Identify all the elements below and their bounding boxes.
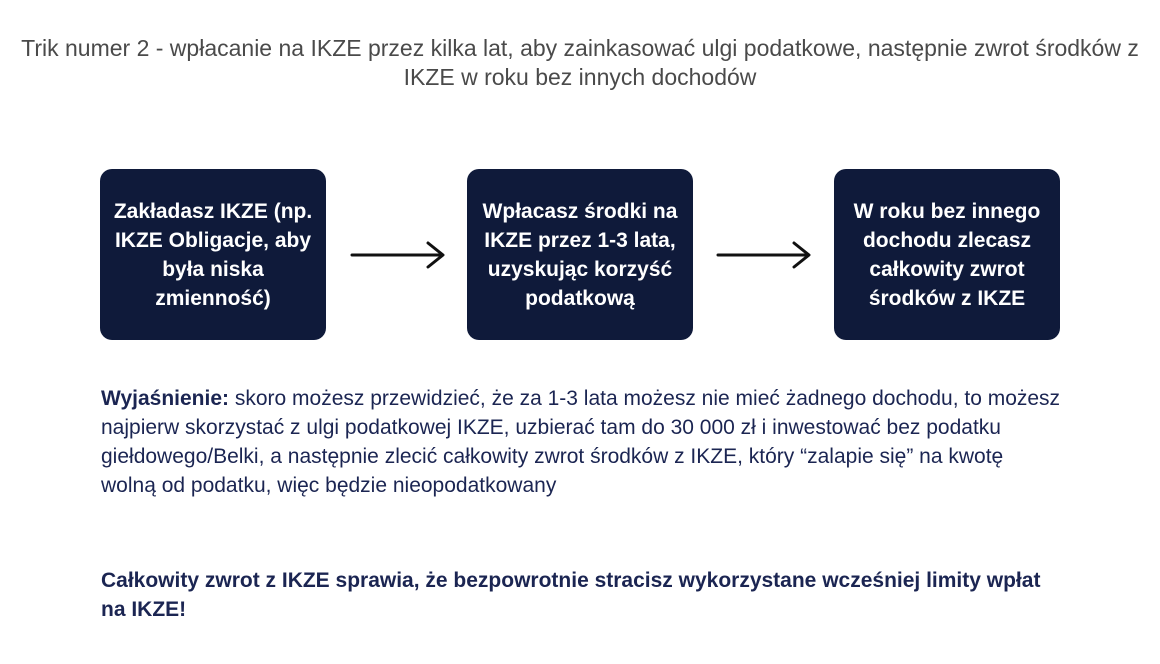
arrow-right-icon <box>716 240 816 270</box>
step-box-create-ikze <box>100 169 326 340</box>
arrow-right-icon <box>350 240 450 270</box>
explanation-text: skoro możesz przewidzieć, że za 1-3 lata możesz nie mieć żadnego dochodu, to możesz najpierw skorzystać z ulgi podatkowej IKZE, uzbierać tam do 30 000 zł i inwestować bez podatku giełdowego/Belki, a następnie zlecić całkowity zwrot środków z IKZE, który “zalapie się” na kwotę wolną od podatku, więc będzie nieopodatkowany <box>101 387 1061 497</box>
step-label: Wpłacasz środki na IKZE przez 1-3 lata, uzyskując korzyść podatkową <box>482 199 678 310</box>
page-title: Trik numer 2 - wpłacanie na IKZE przez kilka lat, aby zainkasować ulgi podatkowe, następnie zwrot środków z IKZE w roku bez innych dochodów <box>21 35 1139 90</box>
explanation-paragraph <box>101 384 1061 500</box>
warning-paragraph: Całkowity zwrot z IKZE sprawia, że bezpowrotnie stracisz wykorzystane wcześniej limity wpłat na IKZE! <box>101 569 1041 621</box>
step-label: Zakładasz IKZE (np. IKZE Obligacje, aby była niska zmienność) <box>113 199 313 310</box>
explanation-lead: Wyjaśnienie: <box>101 387 229 410</box>
step-box-full-withdrawal <box>834 169 1060 340</box>
step-label: W roku bez innego dochodu zlecasz całkowity zwrot środków z IKZE <box>853 199 1041 310</box>
step-box-deposit-funds <box>467 169 693 340</box>
